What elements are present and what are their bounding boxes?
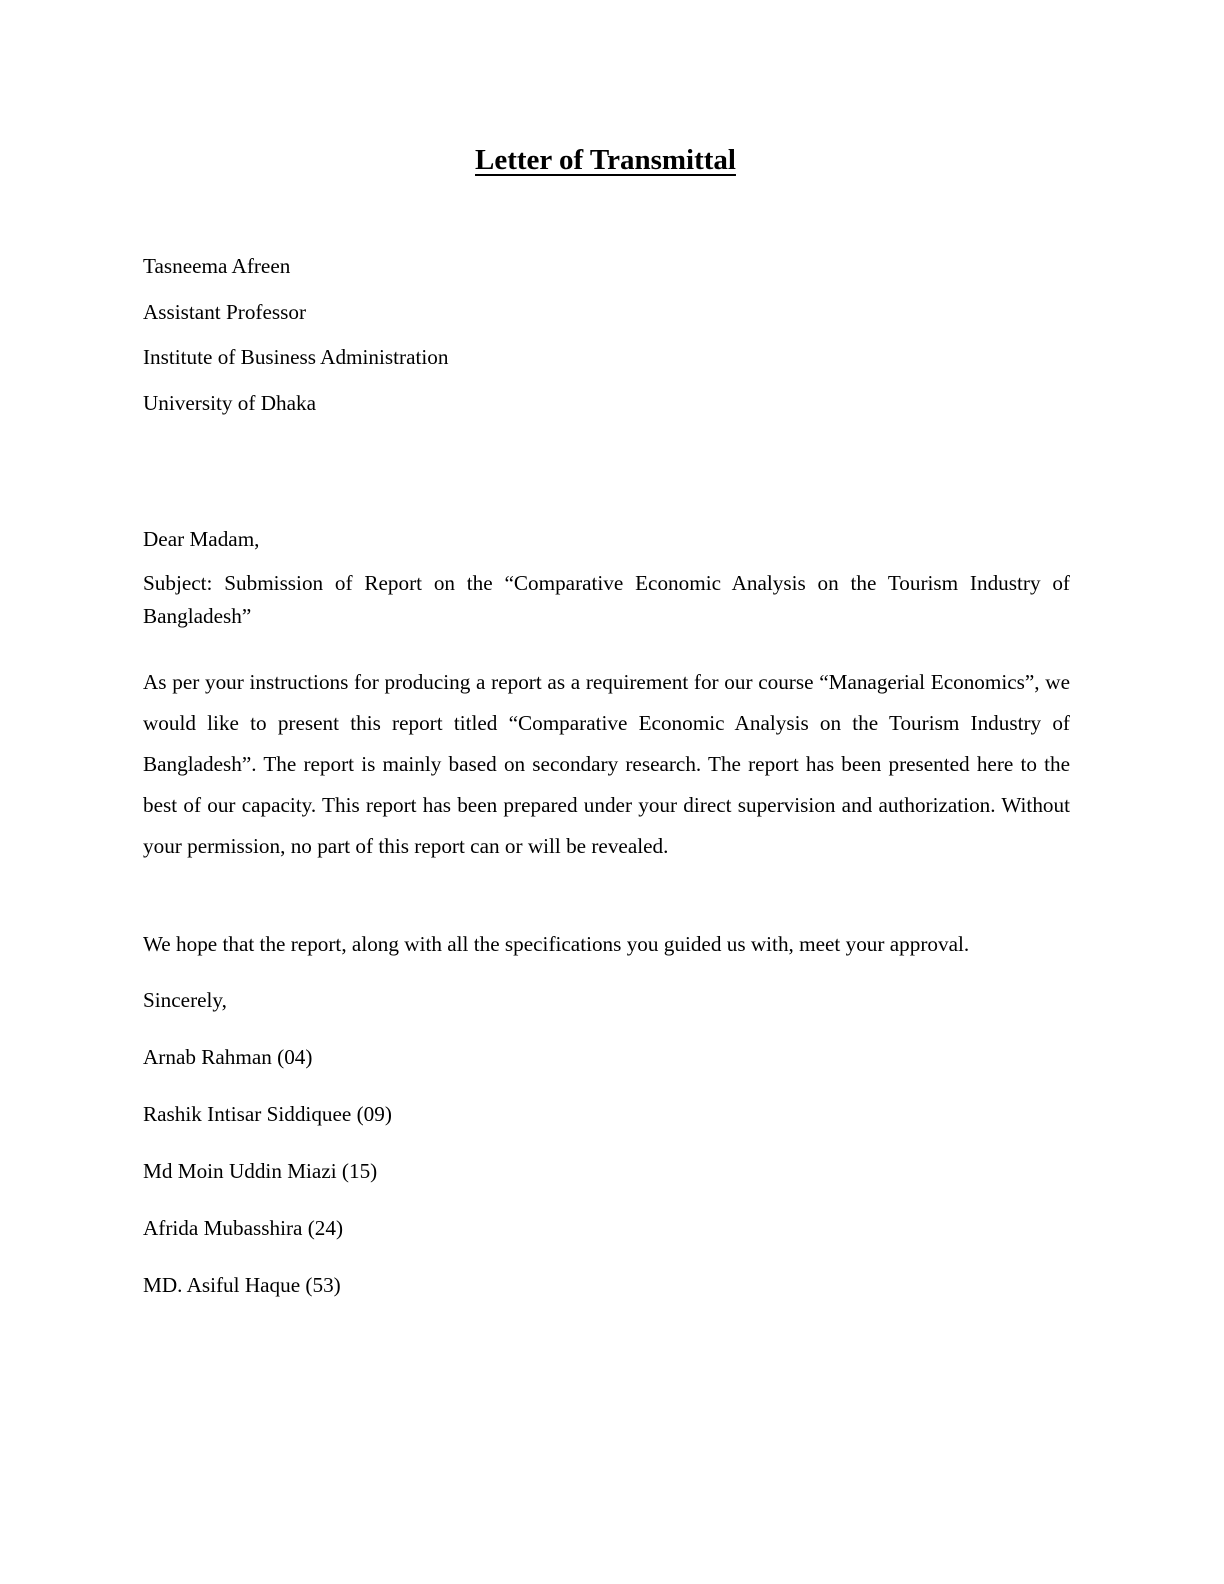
signatory-item: Rashik Intisar Siddiquee (09) [143,1102,392,1126]
signatory-item: Md Moin Uddin Miazi (15) [143,1159,378,1183]
signatory-item: MD. Asiful Haque (53) [143,1273,341,1297]
closing: Sincerely, [143,988,227,1012]
letter-title: Letter of Transmittal [475,144,736,176]
recipient-position: Assistant Professor [143,300,307,324]
signatory-item: Arnab Rahman (04) [143,1045,313,1069]
salutation: Dear Madam, [143,527,260,551]
body-paragraph: As per your instructions for producing a report as a requirement for our course “Managerial Economics”, we would like to present this report titled “Comparative Economic Analysis on the Tourism Industry of Bangladesh”. The report is mainly based on secondary research. The report has been presented here to the best of our capacity. This report has been prepared under your direct supervision and authorization. Without your permission, no part of this report can or will be revealed. [143,670,1070,858]
hope-line: We hope that the report, along with all the specifications you guided us with, meet your approval. [143,932,970,956]
signatory-item: Afrida Mubasshira (24) [143,1216,344,1240]
recipient-institute: Institute of Business Administration [143,345,449,369]
recipient-name: Tasneema Afreen [143,254,291,278]
recipient-university: University of Dhaka [143,391,316,415]
subject-line: Subject: Submission of Report on the “Comparative Economic Analysis on the Tourism Industry of Bangladesh” [143,571,1070,628]
